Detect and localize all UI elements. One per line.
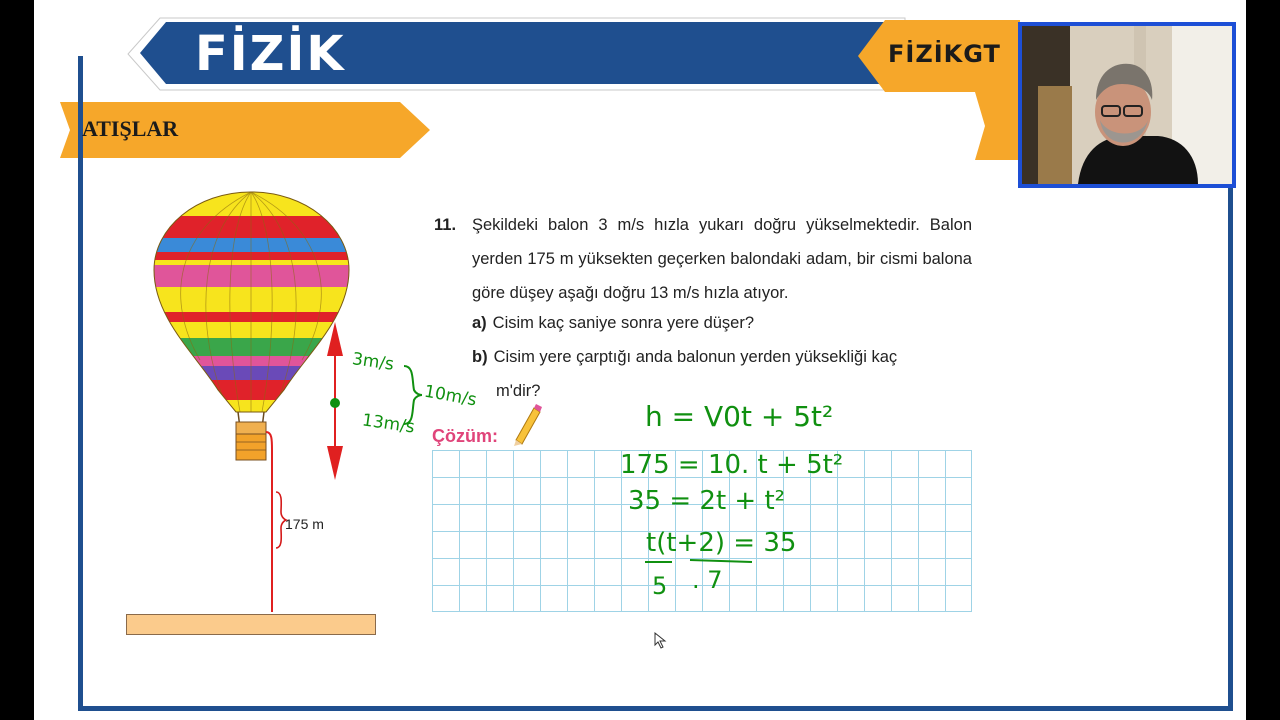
subject-title: FİZİK [195,26,346,82]
part-b-label: b) [472,348,488,366]
handwriting-line-4: t(t+2) = 35 [646,528,797,558]
question-text: Şekildeki balon 3 m/s hızla yukarı doğru yükselmektedir. Balon yerden 175 m yüksekten geçerken balondaki adam, bir cismi balona göre düşey aşağı doğru 13 m/s hızla atıyor. [472,216,972,302]
part-b-text-cont: m'dir? [496,382,541,400]
part-a-text: Cisim kaç saniye sonra yere düşer? [492,314,755,332]
solution-label: Çözüm: [432,426,498,446]
height-label: 175 m [285,516,324,532]
section-title: ATIŞLAR [82,116,179,141]
brand-label: FİZİKGT [888,40,1001,68]
handwriting-factor-7: . 7 [692,566,723,594]
handwriting-net-velocity: 10m/s [422,381,479,411]
part-a-label: a) [472,314,487,332]
handwriting-up-velocity: 3m/s [350,349,396,375]
handwriting-down-velocity: 13m/s [360,410,416,438]
handwriting-factor-5: 5 [652,572,668,600]
presenter-video [1022,26,1232,184]
handwriting-line-2: 175 = 10. t + 5t² [620,450,844,480]
webcam-overlay [1018,22,1236,188]
question-number: 11. [434,216,457,234]
handwriting-line-3: 35 = 2t + t² [628,486,786,516]
letterbox-left [0,0,34,720]
letterbox-right [1246,0,1280,720]
handwriting-line-1: h = V0t + 5t² [645,400,834,433]
part-b-text: Cisim yere çarptığı anda balonun yerden yüksekliği kaç [493,348,898,366]
